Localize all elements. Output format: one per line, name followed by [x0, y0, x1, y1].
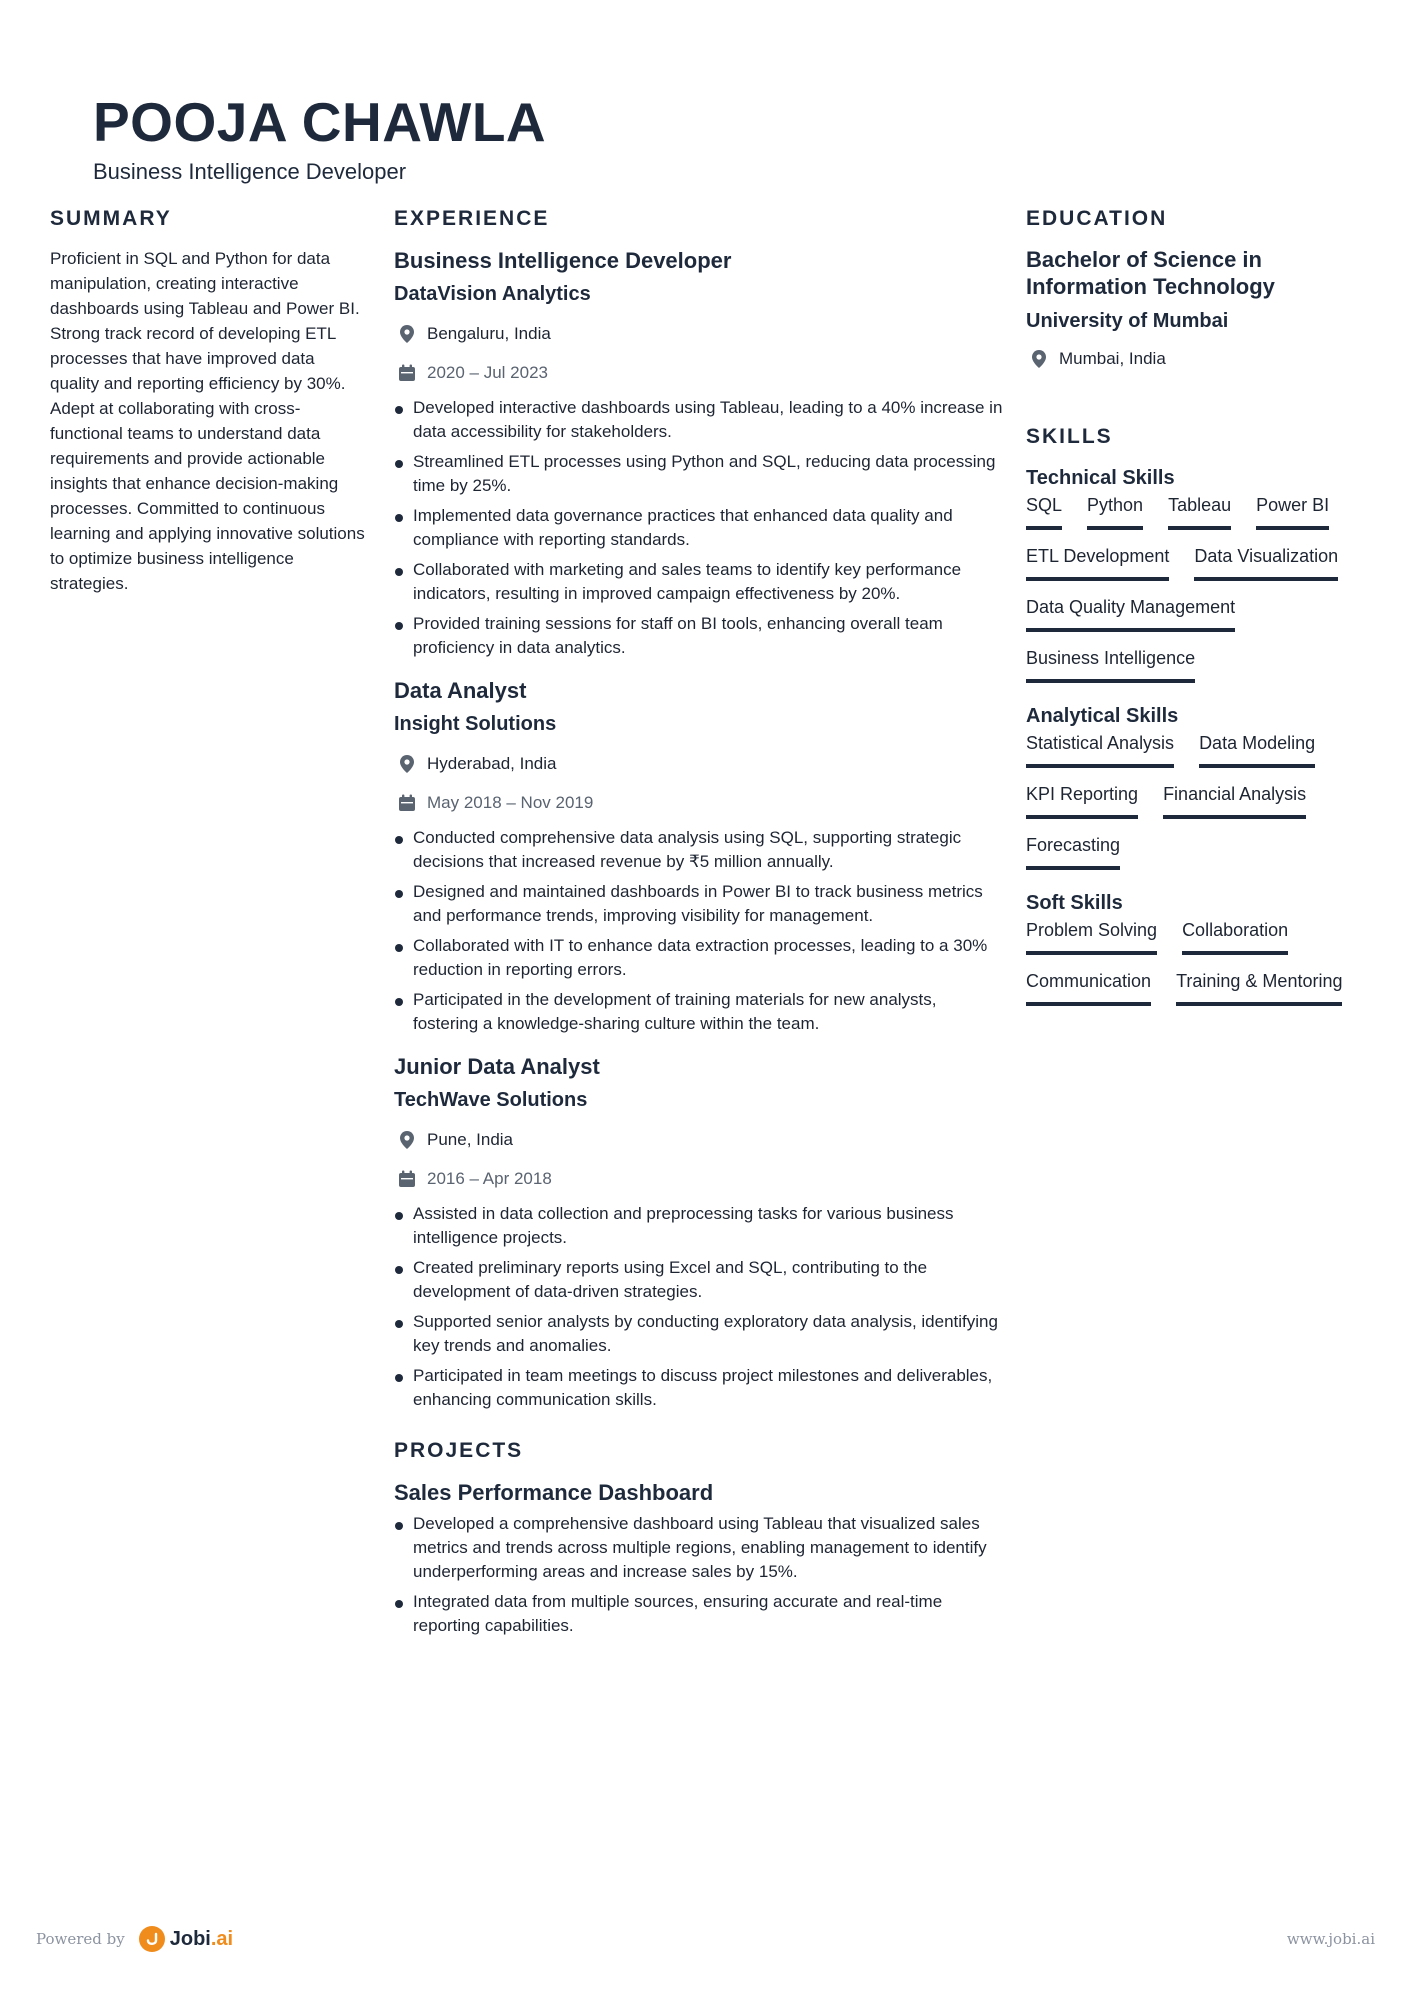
experience-section: [394, 204, 1006, 1644]
bullet-item: Participated in team meetings to discuss project milestones and deliverables, enhancing communication skills.: [394, 1364, 1006, 1412]
job-role: Data Analyst: [394, 678, 527, 703]
job-list: [394, 246, 1006, 1412]
job-role: Junior Data Analyst: [394, 1054, 600, 1079]
brand-main: Jobi: [169, 1927, 211, 1950]
job-entry: [394, 676, 1006, 1036]
bullet-item: Collaborated with IT to enhance data extraction processes, leading to a 30% reduction in reporting errors.: [394, 934, 1006, 982]
skill-tag: ETL Development: [1026, 543, 1169, 581]
candidate-name: POOJA CHAWLA: [93, 91, 547, 153]
skill-tag: Power BI: [1256, 492, 1329, 530]
sidebar-right: [1026, 204, 1376, 1019]
skill-tag: Communication: [1026, 968, 1151, 1006]
bullet-item: Collaborated with marketing and sales teams to identify key performance indicators, resulting in improved campaign effectiveness by 20%.: [394, 558, 1006, 606]
job-bullets: [394, 826, 1006, 1036]
education-degree: Bachelor of Science in Information Technology: [1026, 247, 1275, 299]
skill-tag: Training & Mentoring: [1176, 968, 1342, 1006]
skill-tag: Business Intelligence: [1026, 645, 1195, 683]
job-company: Insight Solutions: [394, 713, 557, 735]
education-section: [1026, 204, 1376, 378]
bullet-item: Designed and maintained dashboards in Power BI to track business metrics and performance trends, improving visibility for management.: [394, 880, 1006, 928]
footer-website-link[interactable]: www.jobi.ai: [1286, 1930, 1375, 1948]
job-location: [394, 1120, 1006, 1159]
job-bullets: [394, 396, 1006, 660]
job-role: Business Intelligence Developer: [394, 248, 732, 273]
skill-groups: [1026, 464, 1376, 1019]
skill-tags: [1026, 917, 1376, 1019]
bullet-item: Provided training sessions for staff on BI tools, enhancing overall team proficiency in data analytics.: [394, 612, 1006, 660]
summary-section: [50, 204, 368, 596]
summary-text: Proficient in SQL and Python for data manipulation, creating interactive dashboards using Tableau and Power BI. Strong track record of developing ETL processes that have improved data quality and reporting efficiency by 30%. Adept at collaborating with cross-functional teams to understand data requirements and provide actionable insights that enhance decision-making processes. Committed to continuous learning and applying innovative solutions to optimize business intelligence strategies.: [50, 249, 365, 593]
skill-tag: Python: [1087, 492, 1143, 530]
bullet-item: Assisted in data collection and preprocessing tasks for various business intelligence projects.: [394, 1202, 1006, 1250]
job-dates-text: May 2018 – Nov 2019: [427, 792, 594, 812]
job-company: DataVision Analytics: [394, 283, 591, 305]
skill-tag: Problem Solving: [1026, 917, 1157, 955]
summary-heading: SUMMARY: [50, 207, 172, 230]
skill-tag: Tableau: [1168, 492, 1231, 530]
skill-group: [1026, 464, 1376, 696]
job-location: [394, 744, 1006, 783]
skill-tag: Statistical Analysis: [1026, 730, 1174, 768]
skill-tag: Data Quality Management: [1026, 594, 1235, 632]
powered-by-label: Powered by: [36, 1930, 125, 1948]
bullet-item: Developed interactive dashboards using Tableau, leading to a 40% increase in data accessibility for stakeholders.: [394, 396, 1006, 444]
jobi-logo-icon: [139, 1926, 165, 1952]
project-bullets: [394, 1512, 1006, 1638]
job-location-text: Pune, India: [427, 1129, 514, 1149]
calendar-icon: [396, 1168, 418, 1190]
job-entry: [394, 246, 1006, 660]
project-entry: [394, 1478, 1006, 1638]
bullet-item: Implemented data governance practices that enhanced data quality and compliance with reporting standards.: [394, 504, 1006, 552]
map-pin-icon: [396, 753, 418, 775]
skill-tag: Data Visualization: [1194, 543, 1338, 581]
job-dates-text: 2020 – Jul 2023: [427, 362, 548, 382]
job-dates: [394, 1159, 1006, 1198]
job-location: [394, 314, 1006, 353]
resume-header: [93, 88, 546, 186]
skill-group-title: Soft Skills: [1026, 892, 1123, 914]
projects-heading: PROJECTS: [394, 1439, 524, 1462]
bullet-item: Conducted comprehensive data analysis using SQL, supporting strategic decisions that increased revenue by ₹5 million annually.: [394, 826, 1006, 874]
job-location-text: Bengaluru, India: [427, 323, 551, 343]
skill-group-title: Analytical Skills: [1026, 705, 1179, 727]
brand-accent: .ai: [210, 1927, 234, 1950]
calendar-icon: [396, 792, 418, 814]
education-location: [1026, 339, 1376, 378]
job-dates-text: 2016 – Apr 2018: [427, 1168, 552, 1188]
footer-branding: [36, 1926, 233, 1952]
skill-tag: KPI Reporting: [1026, 781, 1138, 819]
job-entry: [394, 1052, 1006, 1412]
bullet-item: Participated in the development of training materials for new analysts, fostering a knowledge-sharing culture within the team.: [394, 988, 1006, 1036]
skill-tag: Forecasting: [1026, 832, 1120, 870]
bullet-item: Streamlined ETL processes using Python and SQL, reducing data processing time by 25%.: [394, 450, 1006, 498]
skill-tag: SQL: [1026, 492, 1062, 530]
skills-heading: SKILLS: [1026, 425, 1113, 448]
skill-group: [1026, 889, 1376, 1019]
job-bullets: [394, 1202, 1006, 1412]
project-list: [394, 1478, 1006, 1638]
map-pin-icon: [396, 1129, 418, 1151]
map-pin-icon: [1028, 348, 1050, 370]
skill-group: [1026, 702, 1376, 883]
projects-section: [394, 1436, 1006, 1638]
skill-tag: Collaboration: [1182, 917, 1288, 955]
skill-tag: Financial Analysis: [1163, 781, 1306, 819]
job-dates: [394, 353, 1006, 392]
education-location-text: Mumbai, India: [1059, 348, 1166, 368]
bullet-item: Integrated data from multiple sources, ensuring accurate and real-time reporting capabilities.: [394, 1590, 1006, 1638]
bullet-item: Created preliminary reports using Excel and SQL, contributing to the development of data-driven strategies.: [394, 1256, 1006, 1304]
skill-tags: [1026, 492, 1376, 696]
bullet-item: Developed a comprehensive dashboard using Tableau that visualized sales metrics and trends across multiple regions, enabling management to identify underperforming areas and increase sales by 15%.: [394, 1512, 1006, 1584]
calendar-icon: [396, 362, 418, 384]
bullet-item: Supported senior analysts by conducting exploratory data analysis, identifying key trends and anomalies.: [394, 1310, 1006, 1358]
job-company: TechWave Solutions: [394, 1089, 588, 1111]
skill-tags: [1026, 730, 1376, 883]
education-heading: EDUCATION: [1026, 207, 1168, 230]
experience-heading: EXPERIENCE: [394, 207, 550, 230]
job-dates: [394, 783, 1006, 822]
skill-group-title: Technical Skills: [1026, 467, 1175, 489]
skills-section: [1026, 422, 1376, 1019]
skill-tag: Data Modeling: [1199, 730, 1315, 768]
candidate-title: Business Intelligence Developer: [93, 159, 407, 184]
map-pin-icon: [396, 323, 418, 345]
project-name: Sales Performance Dashboard: [394, 1480, 714, 1505]
education-school: University of Mumbai: [1026, 310, 1229, 332]
job-location-text: Hyderabad, India: [427, 753, 557, 773]
jobi-brand[interactable]: [170, 1928, 233, 1951]
